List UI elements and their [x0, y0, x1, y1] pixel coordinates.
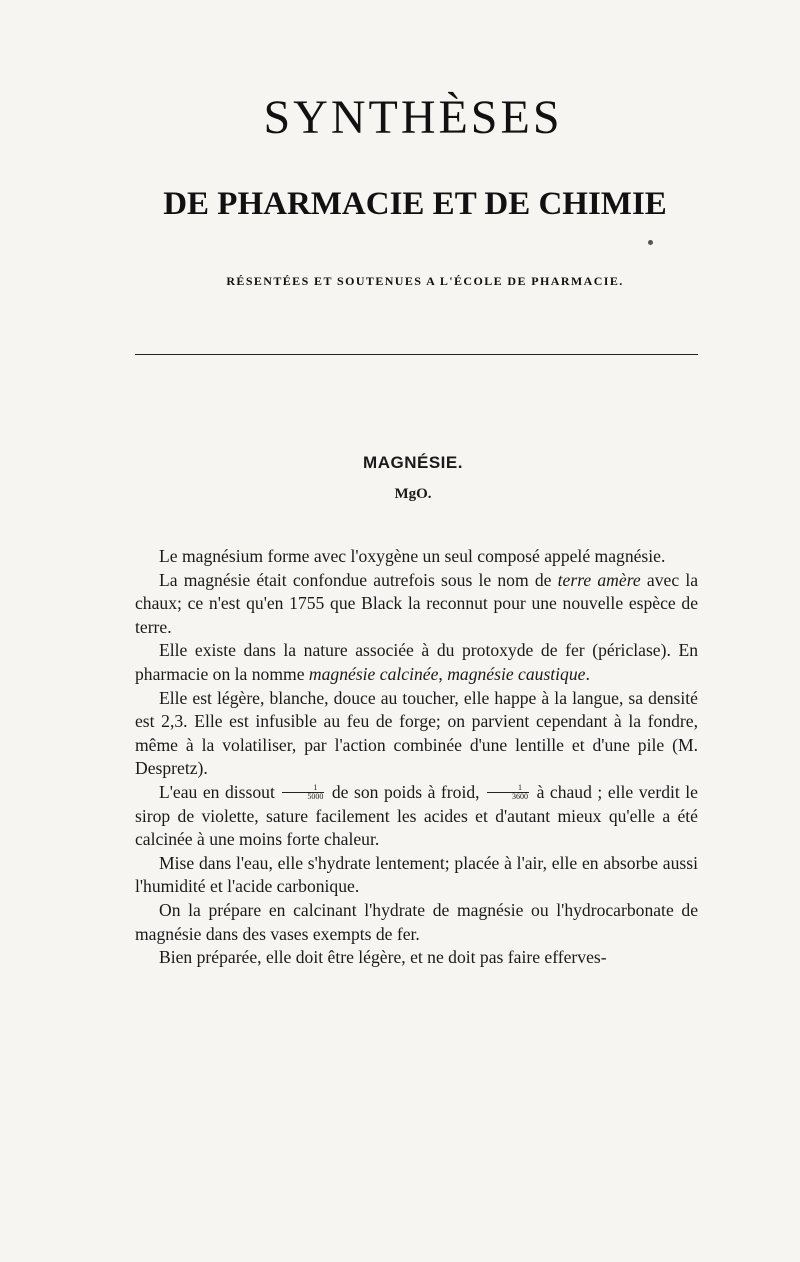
fraction-cold	[282, 784, 324, 801]
paragraph-3	[135, 639, 698, 686]
paragraph-1: Le magnésium forme avec l'oxygène un seul composé appelé magnésie.	[159, 546, 666, 566]
paragraph-5-text-b: de son poids à froid,	[326, 781, 486, 802]
chemical-formula: MgO.	[394, 486, 432, 502]
paragraph-3-term-2: magnésie caustique	[447, 663, 586, 684]
horizontal-rule	[135, 354, 698, 355]
paragraph-7: On la prépare en calcinant l'hydrate de magnésie ou l'hydrocarbonate de magnésie dans des vases exempts de fer.	[135, 899, 698, 944]
paragraph-8: Bien préparée, elle doit être légère, et ne doit pas faire efferves-	[159, 947, 607, 968]
paragraph-2	[135, 569, 698, 640]
paragraph-3-text-a: Elle existe dans la nature associée à du protoxyde de fer (périclase). En pharmacie on la nomme	[135, 640, 698, 684]
paragraph-3-term-1: magnésie calcinée	[308, 663, 439, 684]
paragraph-3-end: .	[585, 663, 590, 684]
body-text	[135, 545, 698, 970]
section-title: MAGNÉSIE.	[363, 453, 463, 472]
fraction-hot	[487, 784, 529, 801]
fraction-cold-denominator: 5000	[307, 792, 324, 802]
fraction-cold-numerator: 1	[282, 784, 324, 793]
page-title: SYNTHÈSES	[263, 91, 563, 144]
ink-speck	[648, 240, 653, 245]
presented-line: RÉSENTÉES ET SOUTENUES A L'ÉCOLE DE PHARMACIE.	[226, 274, 624, 288]
paragraph-3-separator: ,	[438, 663, 448, 684]
fraction-hot-denominator: 3600	[512, 792, 529, 802]
paragraph-5-text-a: L'eau en dissout	[159, 781, 281, 802]
fraction-hot-numerator: 1	[487, 784, 529, 793]
paragraph-2-text-b: avec la chaux; ce n'est qu'en 1755 que Black la reconnut pour une nouvelle espèce de terre.	[135, 569, 699, 637]
paragraph-2-text-a: La magnésie était confondue autrefois sous le nom de	[159, 569, 558, 590]
paragraph-4: Elle est légère, blanche, douce au toucher, elle happe à la langue, sa densité est 2,3. Elle est infusible au feu de forge; on parvient cependant à la fondre, même à la volatiliser, par l'action combinée d'une lentille et d'une pile (M. Despretz).	[135, 687, 698, 779]
paragraph-5	[135, 781, 698, 852]
page-subtitle: DE PHARMACIE ET DE CHIMIE	[163, 186, 667, 222]
paragraph-5-text-c: à chaud ; elle verdit le sirop de violette, sature facilement les acides et d'autant mieux qu'elle a été calcinée à une moins forte chaleur.	[135, 781, 698, 850]
paragraph-6: Mise dans l'eau, elle s'hydrate lentement; placée à l'air, elle en absorbe aussi l'humidité et l'acide carbonique.	[135, 852, 698, 897]
paragraph-2-term: terre amère	[557, 569, 641, 590]
